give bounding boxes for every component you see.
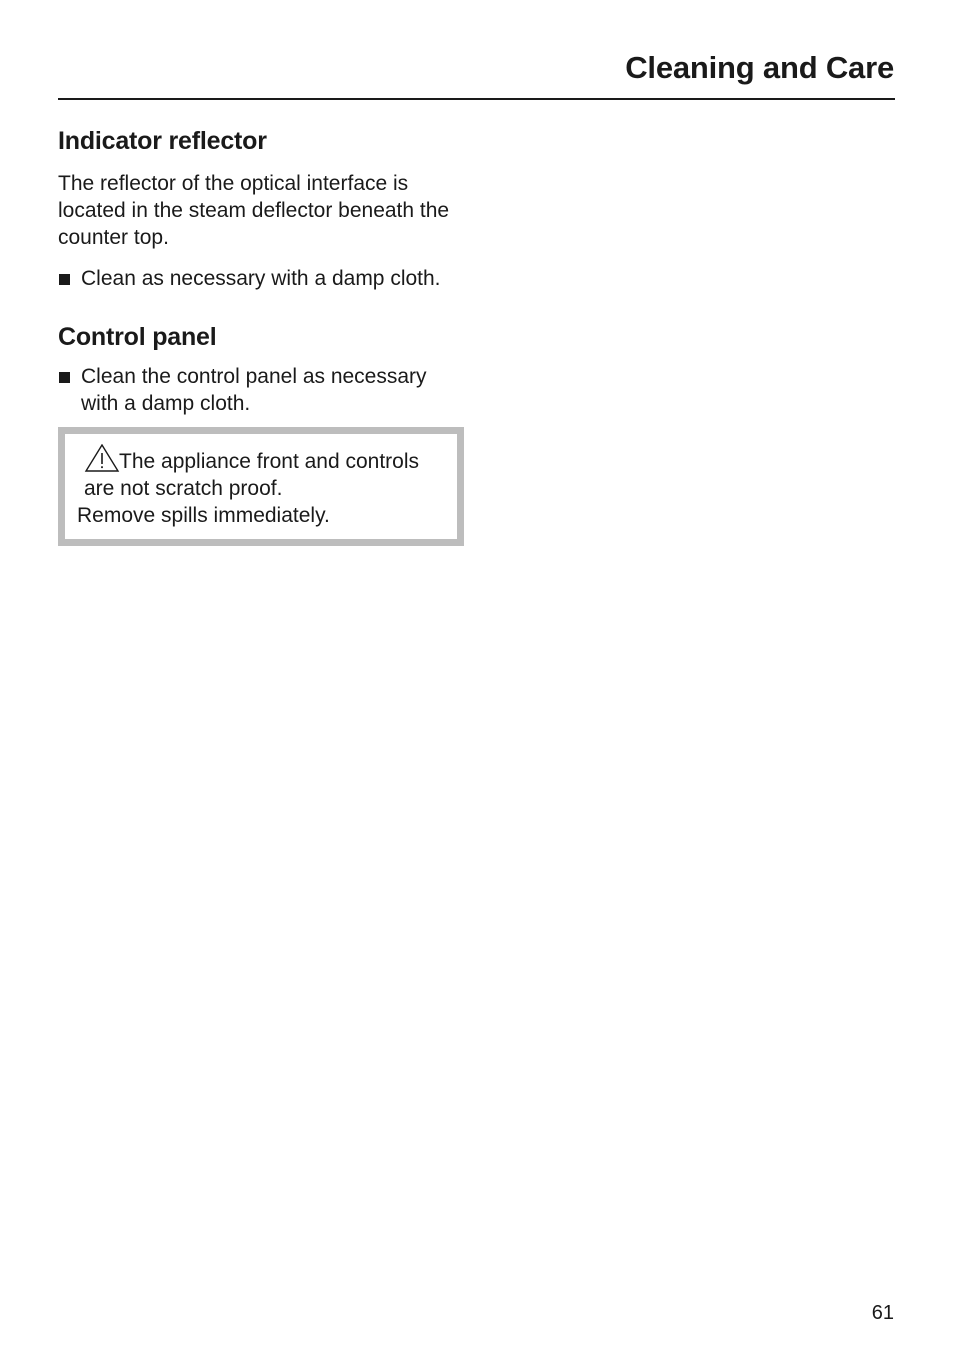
- content-column: [58, 124, 468, 546]
- section-heading: Control panel: [58, 323, 217, 351]
- page-number: 61: [871, 1302, 894, 1324]
- section-paragraph: The reflector of the optical interface is located in the steam deflector beneath the counter top.: [58, 172, 450, 249]
- warning-triangle-icon: [84, 444, 120, 472]
- section-heading: Indicator reflector: [58, 127, 267, 155]
- bullet-text: Clean as necessary with a damp cloth.: [81, 267, 441, 290]
- section-indicator-reflector: [58, 124, 468, 292]
- bullet-text: Clean the control panel as necessary with a damp cloth.: [81, 365, 427, 415]
- warning-line-1: [77, 444, 447, 475]
- warning-text: The appliance front and controls: [119, 450, 420, 473]
- bullet-item: [58, 363, 468, 417]
- square-bullet-icon: [59, 372, 70, 383]
- header-divider: [58, 98, 895, 100]
- bullet-item: [58, 265, 468, 292]
- warning-box: [58, 427, 464, 546]
- section-control-panel: [58, 320, 468, 546]
- warning-line-3: Remove spills immediately.: [77, 504, 330, 527]
- page-section-title: Cleaning and Care: [625, 50, 894, 85]
- square-bullet-icon: [59, 274, 70, 285]
- warning-line-2: are not scratch proof.: [84, 477, 283, 500]
